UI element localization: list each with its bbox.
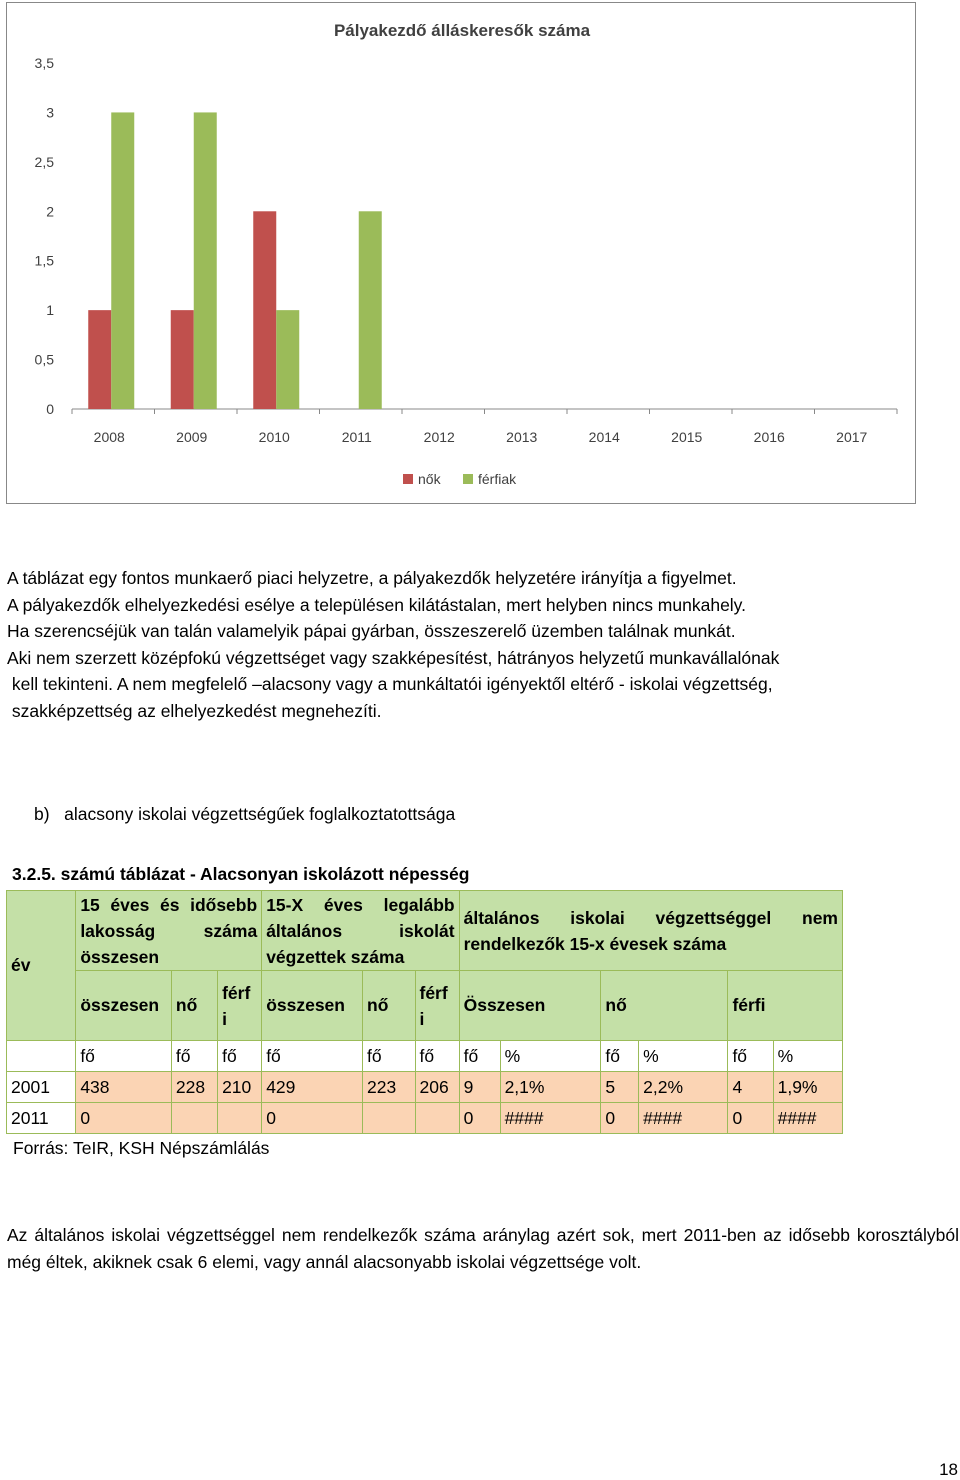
table-title: 3.2.5. számú táblázat - Alacsonyan iskolázott népesség [12,864,470,884]
table-cell: 0 [459,1103,500,1134]
legend-label: férfiak [478,471,517,487]
legend-swatch [463,474,473,484]
paragraph-line: Aki nem szerzett középfokú végzettséget vagy szakképesítést, hátrányos helyzetű munkavállalónak [7,647,780,668]
legend-label: nők [418,471,441,487]
table-cell: 2,1% [500,1072,601,1103]
unit-cell: fő [262,1041,363,1072]
table-source: Forrás: TeIR, KSH Népszámlálás [13,1138,270,1158]
unit-cell: % [773,1041,842,1072]
bar-nok [253,211,276,409]
sub-header: nő [171,971,217,1041]
table-cell: 0 [601,1103,639,1134]
x-tick-label: 2010 [258,429,290,445]
table-row [7,1103,843,1134]
y-tick-label: 2 [46,203,54,220]
paragraph-line: A pályakezdők elhelyezkedési esélye a településen kilátástalan, mert helyben nincs munkahely. [7,594,746,615]
bar-ferfiak [194,112,217,409]
table-cell: #### [500,1103,601,1134]
paragraph-line: A táblázat egy fontos munkaerő piaci helyzetre, a pályakezdők helyzetére irányítja a figyelmet. [7,568,737,588]
data-table [6,890,843,1134]
table-cell: 1,9% [773,1072,842,1103]
y-tick-label: 1,5 [34,252,54,269]
table-cell [171,1103,217,1134]
y-tick-label: 3,5 [34,55,54,71]
chart-svg [7,3,917,505]
chart-title: Pályakezdő álláskeresők száma [333,21,591,40]
header-group-1: 15 éves és idősebb lakosság száma összesen [76,891,262,971]
y-tick-label: 0 [46,401,54,417]
legend-swatch [403,474,413,484]
sub-header: összesen [262,971,363,1041]
row-year: 2001 [7,1072,76,1103]
row-year: 2011 [7,1103,76,1134]
table-cell [218,1103,262,1134]
x-tick-label: 2008 [93,429,125,445]
header-group-2: 15-X éves legalább általános iskolát végzettek száma [262,891,459,971]
y-tick-label: 0,5 [34,351,54,368]
unit-cell: fő [76,1041,172,1072]
unit-cell: fő [601,1041,639,1072]
table-cell: #### [639,1103,728,1134]
x-tick-label: 2011 [341,429,372,445]
x-tick-label: 2009 [176,429,208,445]
y-tick-label: 3 [46,104,54,121]
bar-ferfiak [359,211,382,409]
unit-cell: % [639,1041,728,1072]
header-ev: év [7,891,76,1041]
table-cell: 206 [415,1072,459,1103]
y-tick-label: 1 [46,302,54,319]
sub-header: férfi [728,971,843,1041]
paragraph-line: Ha szerencséjük van talán valamelyik pápai gyárban, összeszerelő üzemben találnak munkát. [7,621,736,641]
unit-cell: fő [728,1041,773,1072]
x-tick-label: 2014 [588,429,620,445]
unit-cell: fő [363,1041,416,1072]
page-number: 18 [939,1460,958,1479]
table-cell: 223 [363,1072,416,1103]
table-cell: 438 [76,1072,172,1103]
table-cell: 5 [601,1072,639,1103]
sub-header: nő [363,971,416,1041]
sub-header: összesen [76,971,172,1041]
y-tick-label: 2,5 [34,153,54,170]
x-tick-label: 2015 [671,429,703,445]
x-tick-label: 2013 [506,429,538,445]
chart [6,2,916,504]
unit-cell: fő [218,1041,262,1072]
table-cell: 429 [262,1072,363,1103]
sub-header: nő [601,971,728,1041]
x-tick-label: 2016 [753,429,785,445]
table-cell: 4 [728,1072,773,1103]
unit-cell: fő [171,1041,217,1072]
x-tick-label: 2017 [836,429,868,445]
bar-ferfiak [276,310,299,409]
table-cell: 0 [262,1103,363,1134]
x-tick-label: 2012 [423,429,455,445]
table-cell: 228 [171,1072,217,1103]
footer-paragraph: Az általános iskolai végzettséggel nem rendelkezők száma aránylag azért sok, mert 2011-ben az idősebb korosztályból még éltek, akiknek csak 6 elemi, vagy annál alacsonyabb iskolai végzettsége volt. [7,1225,959,1272]
sub-header: Összesen [459,971,601,1041]
paragraph-1 [7,565,779,724]
table-cell: 210 [218,1072,262,1103]
unit-cell: % [500,1041,601,1072]
table-cell [415,1103,459,1134]
sub-header: férf i [415,971,459,1041]
subheading: b) alacsony iskolai végzettségűek foglalkoztatottsága [34,804,456,824]
sub-header: férf i [218,971,262,1041]
header-group-3: általános iskolai végzettséggel nem rendelkezők 15-x évesek száma [459,891,842,971]
table-cell: 9 [459,1072,500,1103]
table-row [7,1072,843,1103]
table-cell: 0 [728,1103,773,1134]
table-cell: #### [773,1103,842,1134]
unit-cell: fő [459,1041,500,1072]
bar-ferfiak [111,112,134,409]
bar-nok [171,310,194,409]
table-cell: 0 [76,1103,172,1134]
table-cell [363,1103,416,1134]
paragraph-line: szakképzettség az elhelyezkedést megnehezíti. [7,700,382,721]
unit-cell: fő [415,1041,459,1072]
units-row [7,1041,843,1072]
table-cell: 2,2% [639,1072,728,1103]
paragraph-line: kell tekinteni. A nem megfelelő –alacsony vagy a munkáltatói igényektől eltérő - iskolai végzettség, [7,674,773,694]
bar-nok [88,310,111,409]
